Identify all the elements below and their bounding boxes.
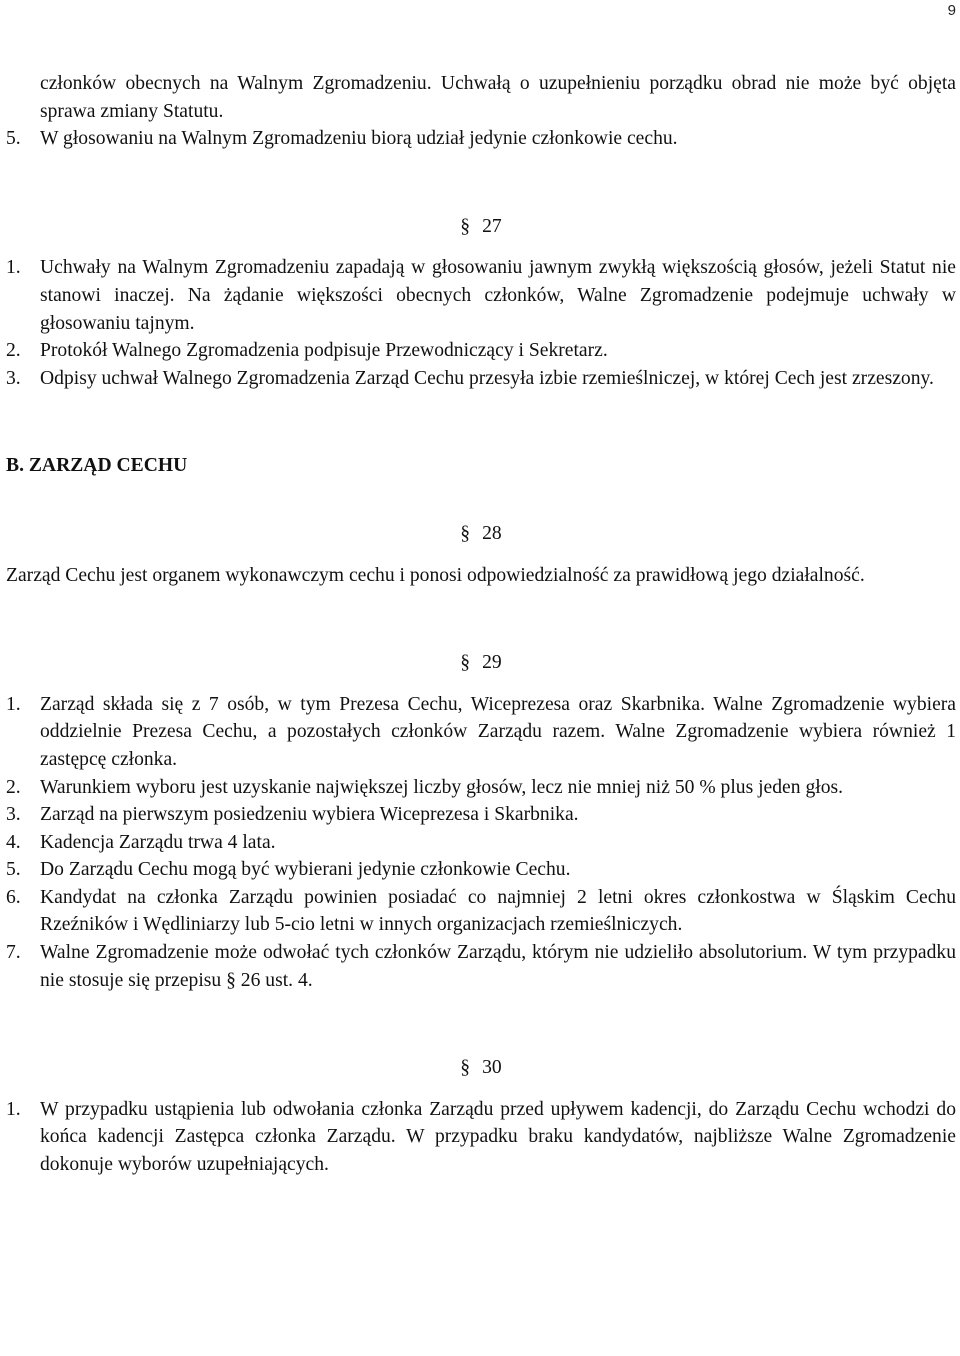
list-item-text: Warunkiem wyboru jest uzyskanie największej liczby głosów, lecz nie mniej niż 50 % plus jeden głos. xyxy=(40,776,844,798)
document-body xyxy=(6,70,956,1179)
section-sign: § xyxy=(460,652,471,674)
continuation-paragraph xyxy=(40,70,956,125)
section-sign: § xyxy=(460,522,471,544)
list-item xyxy=(6,691,956,774)
list-item xyxy=(6,801,956,829)
page-number: 9 xyxy=(947,2,956,19)
list-item xyxy=(6,1096,956,1179)
continuation-text: członków obecnych na Walnym Zgromadzeniu. Uchwałą o uzupełnieniu porządku obrad nie może być objęta sprawa zmiany Statutu. xyxy=(40,73,956,122)
list-item xyxy=(6,856,956,884)
list-item-text: Zarząd na pierwszym posiedzeniu wybiera Wiceprezesa i Skarbnika. xyxy=(40,804,579,826)
list-item-text: Zarząd składa się z 7 osób, w tym Prezesa Cechu, Wiceprezesa oraz Skarbnika. Walne Zgromadzenie wybiera oddzielnie Prezesa Cechu, a pozostałych członków Zarządu razem. Walne Zgromadzenie wybiera również 1 zastępcę członka. xyxy=(40,693,956,770)
list-item-number: 1. xyxy=(6,693,21,715)
section-30-header xyxy=(6,1054,956,1082)
section-sign: § xyxy=(460,1057,471,1079)
list-item-text: Odpisy uchwał Walnego Zgromadzenia Zarząd Cechu przesyła izbie rzemieślniczej, w której Cech jest zrzeszony. xyxy=(40,367,934,389)
list-item-text: W przypadku ustąpienia lub odwołania członka Zarządu przed upływem kadencji, do Zarządu Cechu wchodzi do końca kadencji Zastępca członka Zarządu. W przypadku braku kandydatów, najbliższe Walne Zgromadzenie dokonuje wyborów uzupełniających. xyxy=(40,1098,956,1176)
list-item-text: Kadencja Zarządu trwa 4 lata. xyxy=(40,831,276,853)
list-item-text: Do Zarządu Cechu mogą być wybierani jedynie członkowie Cechu. xyxy=(40,859,571,881)
section-27-header xyxy=(6,213,956,241)
list-item-number: 7. xyxy=(6,942,21,964)
list-item-text: Kandydat na członka Zarządu powinien posiadać co najmniej 2 letni okres członkostwa w Śląskim Cechu Rzeźników i Wędliniarzy lub 5-cio letni w innych organizacjach rzemieślniczych. xyxy=(40,886,956,936)
list-item-number: 4. xyxy=(6,831,21,853)
list-item-number: 2. xyxy=(6,776,21,798)
list-item-text: W głosowaniu na Walnym Zgromadzeniu biorą udział jedynie członkowie cechu. xyxy=(40,128,678,150)
section-28-text: Zarząd Cechu jest organem wykonawczym cechu i ponosi odpowiedzialność za prawidłową jego działalność. xyxy=(6,564,865,586)
section-number: 29 xyxy=(482,652,502,674)
list-item xyxy=(6,829,956,857)
list-item-number: 1. xyxy=(6,1098,21,1120)
chapter-heading: B. ZARZĄD CECHU xyxy=(6,455,188,477)
list-item-number: 6. xyxy=(6,886,21,908)
section-sign: § xyxy=(460,215,471,237)
list-item-text: Uchwały na Walnym Zgromadzeniu zapadają w głosowaniu jawnym zwykłą większością głosów, jeżeli Statut nie stanowi inaczej. Na żądanie większości obecnych członków, Walne Zgromadzenie podejmuje uchwały w głosowaniu tajnym. xyxy=(40,257,956,334)
list-item xyxy=(6,254,956,337)
list-item xyxy=(6,337,956,365)
list-item-number: 5. xyxy=(6,128,21,150)
list-item-number: 5. xyxy=(6,859,21,881)
list-item-number: 1. xyxy=(6,257,21,279)
list-item xyxy=(6,365,956,393)
list-item xyxy=(6,939,956,994)
list-item-text: Protokół Walnego Zgromadzenia podpisuje Przewodniczący i Sekretarz. xyxy=(40,340,608,362)
list-item-number: 2. xyxy=(6,340,21,362)
list-item-text: Walne Zgromadzenie może odwołać tych członków Zarządu, którym nie udzieliło absolutorium. W tym przypadku nie stosuje się przepisu § 26 ust. 4. xyxy=(40,942,956,991)
list-item xyxy=(6,884,956,939)
section-29-header xyxy=(6,649,956,677)
list-item-number: 3. xyxy=(6,804,21,826)
section-number: 30 xyxy=(482,1057,502,1079)
section-number: 27 xyxy=(482,215,502,237)
list-item-number: 3. xyxy=(6,367,21,389)
section-28-header xyxy=(6,520,956,548)
section-number: 28 xyxy=(482,522,502,544)
list-item xyxy=(6,125,956,153)
list-item xyxy=(6,774,956,802)
